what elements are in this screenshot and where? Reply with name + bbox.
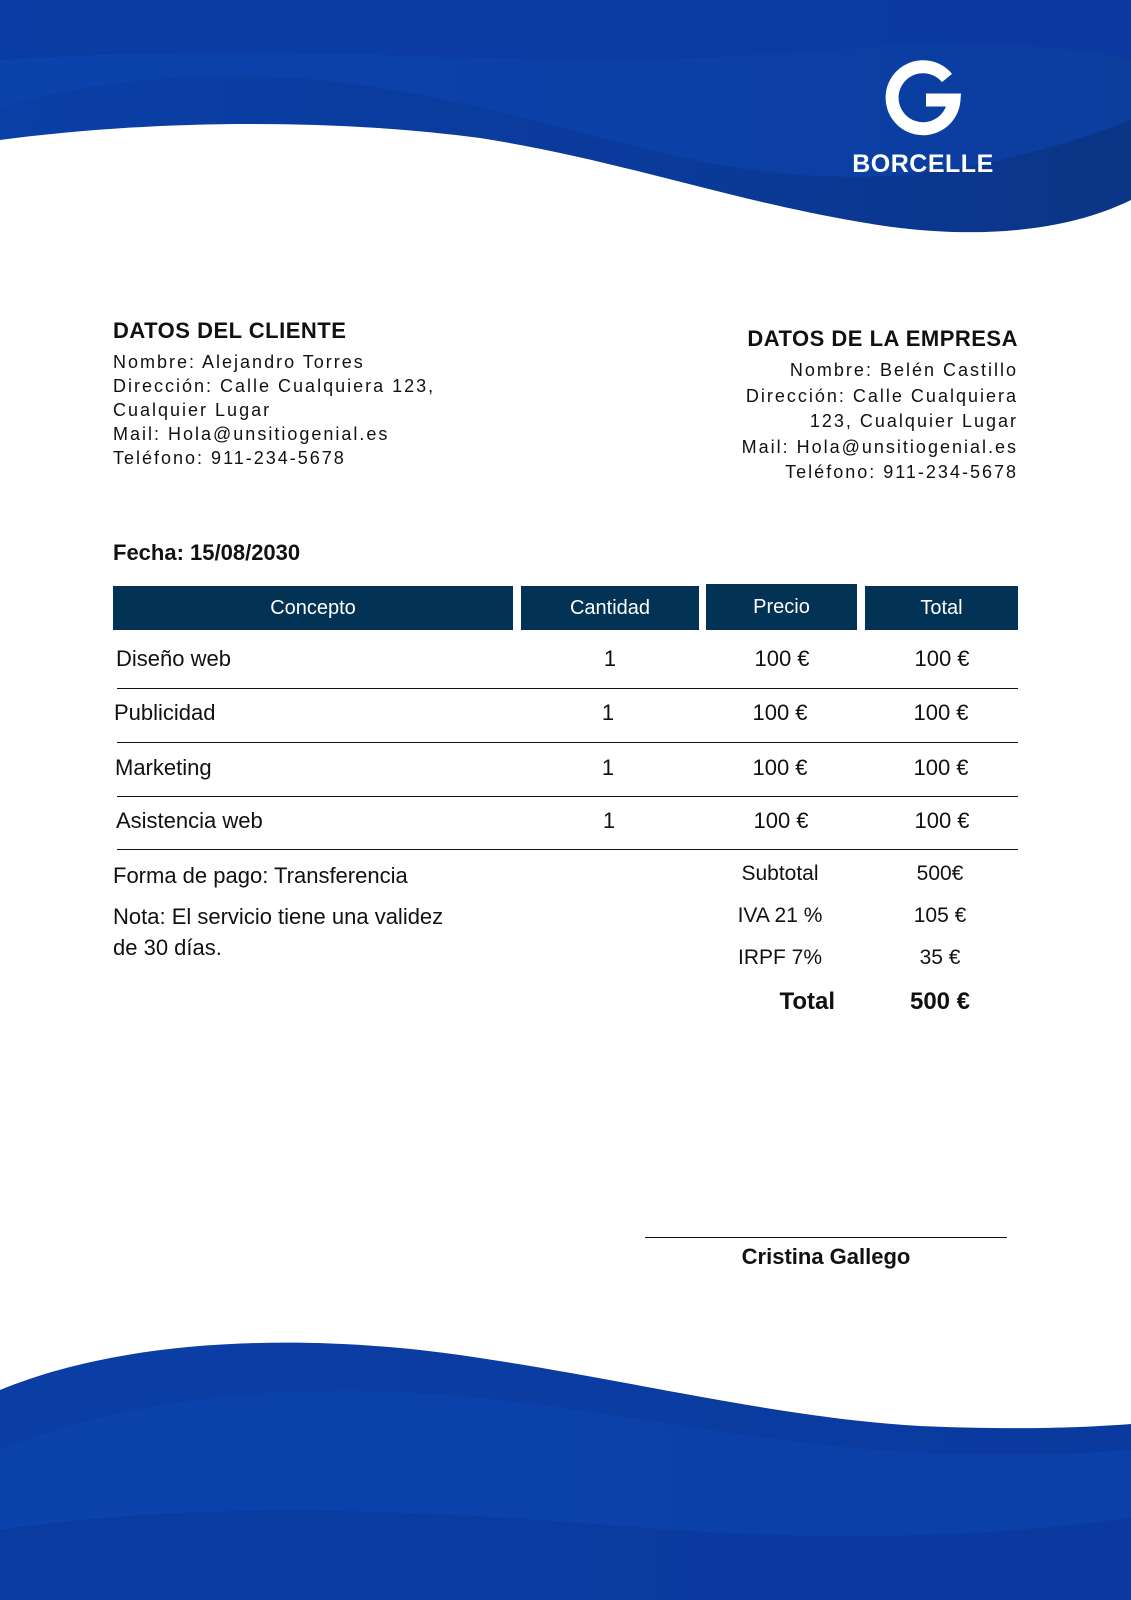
row-2-total: 100 €: [913, 700, 969, 725]
invoice-date: Fecha: 15/08/2030: [113, 540, 301, 565]
row-1-total: 100 €: [914, 646, 970, 671]
row-2-cantidad: 1: [601, 700, 615, 725]
iva-label: IVA 21 %: [737, 904, 823, 927]
bottom-wave-decoration: [0, 1330, 1131, 1600]
row-2-precio: 100 €: [752, 700, 808, 725]
header-concepto: Concepto: [113, 586, 513, 630]
client-title: DATOS DEL CLIENTE: [113, 318, 347, 343]
row-divider: [117, 742, 1018, 743]
header-cantidad: Cantidad: [521, 586, 699, 630]
row-4-cantidad: 1: [602, 808, 616, 833]
iva-value: 105 €: [913, 904, 967, 927]
row-divider: [117, 849, 1018, 850]
subtotal-label: Subtotal: [741, 862, 819, 885]
signature-line: [645, 1237, 1007, 1238]
header-total: Total: [865, 586, 1018, 630]
client-name: Nombre: Alejandro Torres: [113, 352, 365, 372]
client-phone: Teléfono: 911-234-5678: [113, 448, 346, 468]
row-1-precio: 100 €: [754, 646, 810, 671]
brand-logo: [845, 56, 1001, 179]
row-1-concepto: Diseño web: [116, 646, 231, 671]
client-address-line-2: Cualquier Lugar: [113, 400, 272, 420]
company-name: Nombre: Belén Castillo: [789, 360, 1018, 380]
row-3-concepto: Marketing: [115, 755, 212, 780]
row-4-precio: 100 €: [753, 808, 809, 833]
total-value: 500 €: [909, 988, 971, 1015]
payment-method: Forma de pago: Transferencia: [113, 863, 408, 888]
row-3-precio: 100 €: [752, 755, 808, 780]
company-phone: Teléfono: 911-234-5678: [785, 462, 1018, 482]
row-divider: [117, 796, 1018, 797]
row-divider: [117, 688, 1018, 689]
row-3-cantidad: 1: [601, 755, 615, 780]
company-mail: Mail: Hola@unsitiogenial.es: [741, 436, 1018, 457]
client-details: [113, 318, 593, 470]
company-title: DATOS DE LA EMPRESA: [747, 326, 1018, 351]
header-precio: Precio: [706, 584, 857, 630]
irpf-value: 35 €: [919, 946, 961, 969]
note-line-2: de 30 días.: [113, 935, 222, 960]
row-4-total: 100 €: [914, 808, 970, 833]
g-circle-logo-icon: [881, 56, 965, 140]
row-4-concepto: Asistencia web: [116, 808, 263, 833]
client-address-line-1: Dirección: Calle Cualquiera 123,: [113, 376, 436, 396]
total-label: Total: [779, 988, 835, 1015]
company-address-line-2: 123, Cualquier Lugar: [809, 411, 1018, 431]
signature-name: Cristina Gallego: [741, 1244, 911, 1269]
subtotal-value: 500€: [916, 862, 964, 885]
client-mail: Mail: Hola@unsitiogenial.es: [113, 424, 390, 444]
company-details: [598, 326, 1018, 486]
brand-name: BORCELLE: [852, 150, 994, 178]
company-address-line-1: Dirección: Calle Cualquiera: [745, 385, 1018, 406]
row-1-cantidad: 1: [603, 646, 617, 671]
note-line-1: Nota: El servicio tiene una validez: [113, 904, 444, 929]
irpf-label: IRPF 7%: [737, 946, 823, 969]
row-2-concepto: Publicidad: [114, 700, 216, 725]
row-3-total: 100 €: [913, 755, 969, 780]
